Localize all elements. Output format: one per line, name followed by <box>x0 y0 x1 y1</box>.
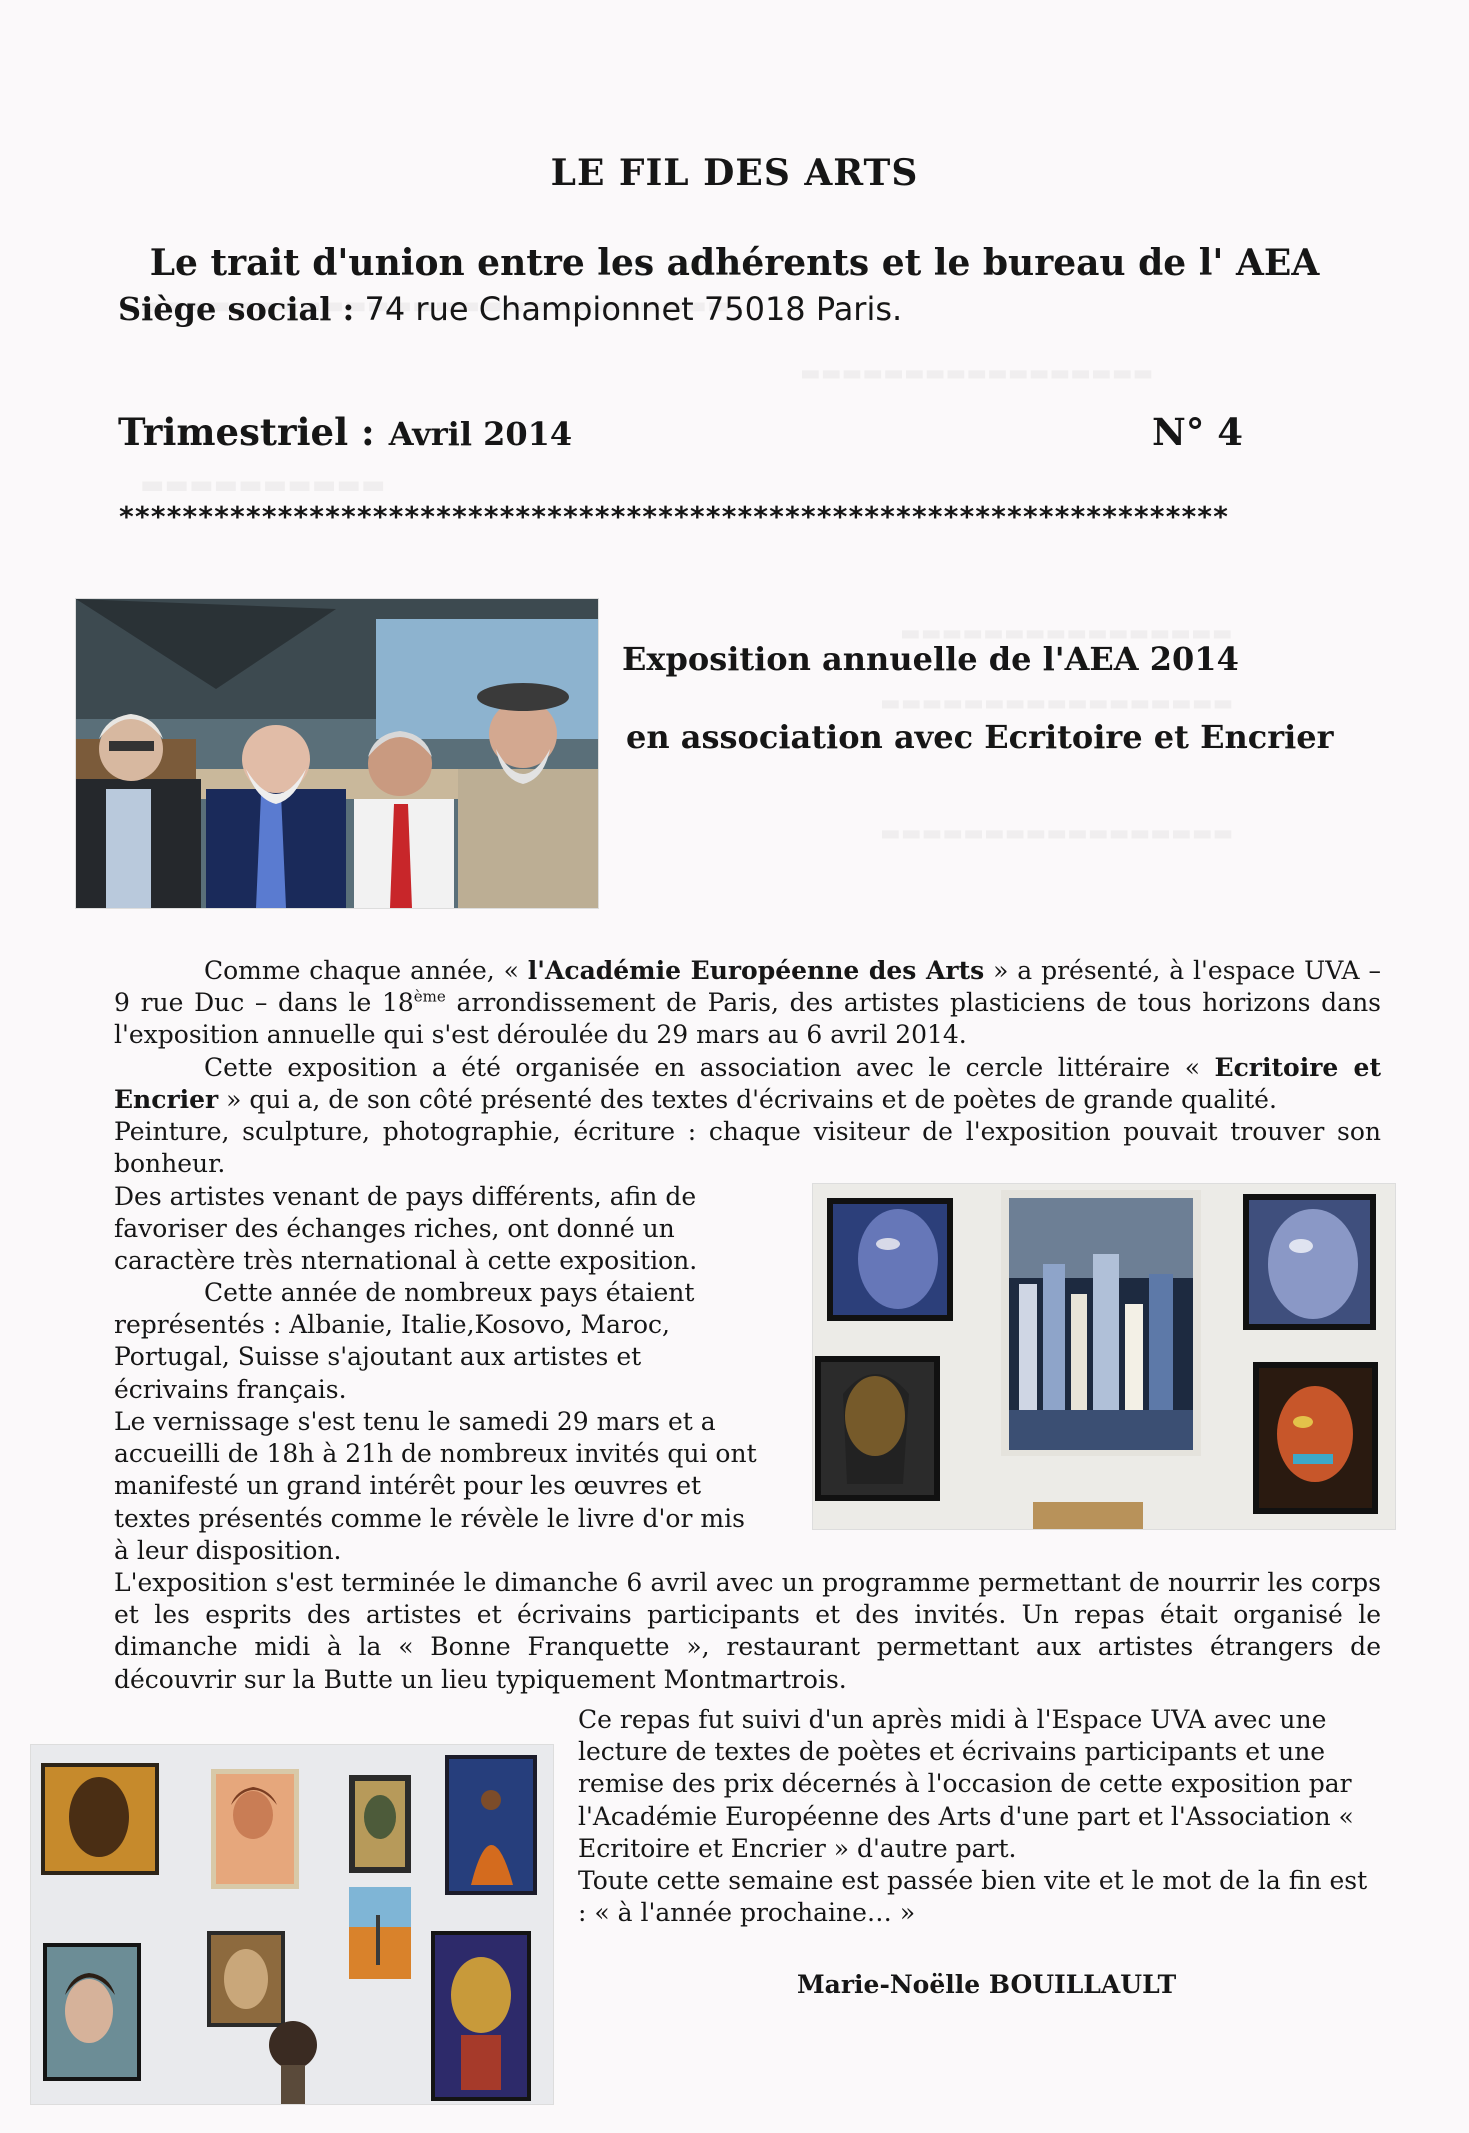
author-signature: Marie-Noëlle BOUILLAULT <box>797 1970 1177 1999</box>
siege-label: Siège social : <box>118 290 355 328</box>
issue-date: Avril 2014 <box>388 415 573 453</box>
exhibition-subheading: en association avec Ecritoire et Encrier <box>626 718 1334 756</box>
show-through-text <box>880 690 1233 716</box>
trimestriel-line <box>118 410 572 454</box>
show-through-text <box>800 360 1153 386</box>
newsletter-subtitle: Le trait d'union entre les adhérents et le bureau de l' AEA <box>149 242 1320 284</box>
photo-paintings-wall <box>812 1183 1396 1530</box>
paragraph-closing-day: L'exposition s'est terminée le dimanche 6 avril avec un programme permettant de nourrir les corps et les esprits des artistes et écrivains participants et des invités. Un repas était organisé le dimanche midi à la « Bonne Franquette », restaurant permettant aux artistes étrangers de découvrir sur la Butte un lieu typiquement Montmartrois. <box>114 1568 1381 1694</box>
trimestriel-label: Trimestriel : <box>118 410 375 454</box>
show-through-text <box>140 470 386 500</box>
paragraph-countries: Cette année de nombreux pays étaient représentés : Albanie, Italie,Kosovo, Maroc, Portugal, Suisse s'ajoutant aux artistes et écrivains français. <box>114 1278 695 1404</box>
paragraph-conclusion: Toute cette semaine est passée bien vite et le mot de la fin est : « à l'année prochaine… » <box>578 1866 1368 1928</box>
siege-social-line <box>118 290 902 328</box>
paragraph-intro: Comme chaque année, « l'Académie Européenne des Arts » a présenté, à l'espace UVA – 9 rue Duc – dans le 18ème arrondissement de Paris, des artistes plasticiens de tous horizons dans l'exposition annuelle qui s'est déroulée du 29 mars au 6 avril 2014. <box>114 956 1381 1050</box>
paragraph-disciplines: Peinture, sculpture, photographie, écriture : chaque visiteur de l'exposition pouvait trouver son bonheur. <box>114 1117 1381 1179</box>
paragraph-vernissage: Le vernissage s'est tenu le samedi 29 mars et a accueilli de 18h à 21h de nombreux invités qui ont manifesté un grand intérêt pour les œuvres et textes présentés comme le révèle le livre d'or mis à leur disposition. <box>114 1407 757 1565</box>
newsletter-title: LE FIL DES ARTS <box>550 152 919 194</box>
photo-gallery-artworks <box>30 1744 554 2105</box>
paragraph-awards: Ce repas fut suivi d'un après midi à l'Espace UVA avec une lecture de textes de poètes et écrivains participants et une remise des prix décernés à l'occasion de cette exposition par l'Académie Européenne des Arts d'une part et l'Association « Ecritoire et Encrier » d'autre part. <box>578 1705 1354 1863</box>
show-through-text <box>880 820 1233 846</box>
issue-number: N° 4 <box>1152 410 1243 454</box>
star-separator: ********************************************************************** <box>118 500 1229 533</box>
siege-address: 74 rue Championnet 75018 Paris. <box>364 290 903 328</box>
paragraph-association: Cette exposition a été organisée en association avec le cercle littéraire « Ecritoire et Encrier » qui a, de son côté présenté des textes d'écrivains et de poètes de grande qualité. <box>114 1053 1382 1115</box>
exhibition-heading: Exposition annuelle de l'AEA 2014 <box>622 640 1239 678</box>
paragraph-international: Des artistes venant de pays différents, afin de favoriser des échanges riches, ont donné un caractère très nternational à cette exposition. <box>114 1182 698 1276</box>
ecritoire-name: Ecritoire et Encrier <box>114 1053 1382 1115</box>
photo-group-portrait <box>75 598 599 909</box>
aea-name: l'Académie Européenne des Arts <box>527 956 985 985</box>
